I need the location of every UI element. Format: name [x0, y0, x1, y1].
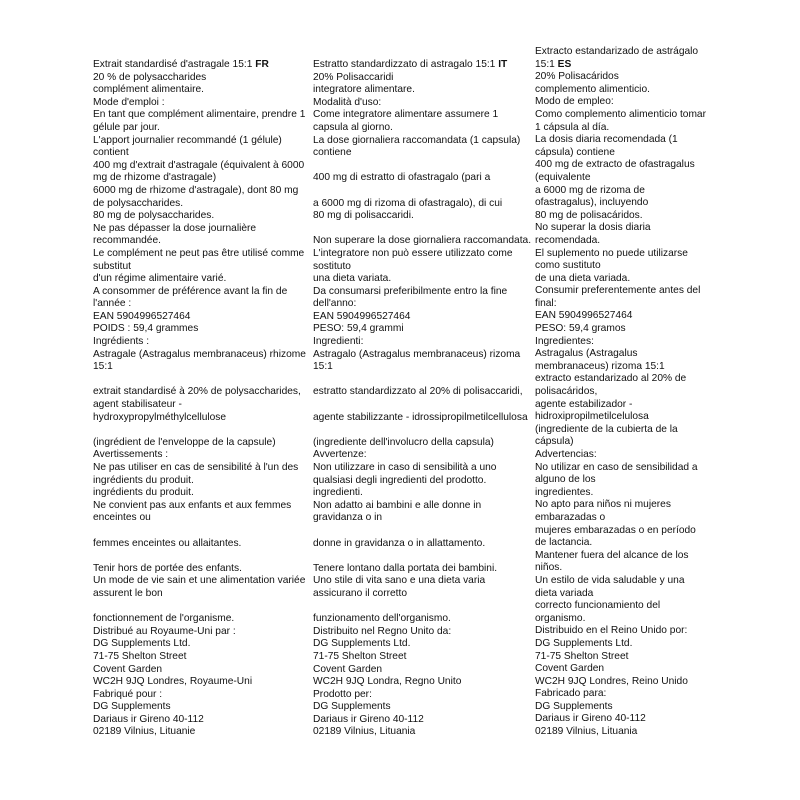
text-line-fr: [93, 601, 311, 614]
text-line-es: La dosis diaria recomendada (1 cápsula) contiene: [535, 134, 678, 158]
text-line-es: No apto para niños ni mujeres embarazadas o: [535, 499, 671, 523]
text-line-it: Distribuito nel Regno Unito da:: [313, 625, 452, 637]
text-lines-it: [313, 72, 533, 739]
text-line-es: WC2H 9JQ Londres, Reino Unido: [535, 675, 688, 687]
text-line-it: [313, 223, 533, 236]
text-line-it: 02189 Vilnius, Lituania: [313, 726, 416, 738]
text-line-it: DG Supplements Ltd.: [313, 638, 411, 650]
text-line-es: Modo de empleo:: [535, 96, 614, 108]
text-line-it: Dariaus ir Gireno 40-112: [313, 713, 424, 725]
text-line-it: Tenere lontano dalla portata dei bambini.: [313, 562, 498, 574]
text-line-fr: A consommer de préférence avant la fin de l'année :: [93, 285, 288, 310]
product-title-es: [535, 46, 707, 71]
text-line-es: ingredientes.: [535, 486, 594, 498]
text-lines-fr: [93, 72, 311, 739]
text-line-es: Como complemento alimenticio tomar 1 cápsula al día.: [535, 108, 706, 133]
text-line-es: Covent Garden: [535, 663, 605, 675]
text-line-es: de una dieta variada.: [535, 272, 631, 284]
text-line-fr: fonctionnement de l'organisme.: [93, 613, 235, 625]
text-line-fr: hydroxypropylméthylcellulose: [93, 411, 227, 423]
text-line-fr: Mode d'emploi :: [93, 96, 165, 108]
text-line-it: Astragalo (Astragalus membranaceus) rizoma 15:1: [313, 348, 521, 373]
text-line-es: 02189 Vilnius, Lituania: [535, 726, 638, 738]
text-line-es: Astragalus (Astragalus membranaceus) rizoma 15:1: [535, 348, 665, 372]
language-code-es: ES: [557, 58, 572, 70]
text-line-es: complemento alimenticio.: [535, 83, 650, 95]
text-line-it: Covent Garden: [313, 663, 383, 675]
text-line-it: DG Supplements: [313, 701, 391, 713]
text-line-es: No utilizar en caso de sensibilidad a alguno de los: [535, 461, 698, 486]
text-line-it: Uno stile di vita sano e una dieta varia assicurano il corretto: [313, 575, 486, 599]
text-line-fr: Ne pas utiliser en cas de sensibilité à l'un des ingrédients du produit.: [93, 462, 299, 486]
text-line-fr: 6000 mg de rhizome d'astragale), dont 80 mg de polysaccharides.: [93, 184, 299, 209]
text-line-fr: Ingrédients :: [93, 336, 150, 348]
text-line-it: Non adatto ai bambini e alle donne in gravidanza o in: [313, 499, 482, 524]
text-line-it: [313, 525, 533, 538]
text-line-fr: femmes enceintes ou allaitantes.: [93, 537, 242, 549]
text-line-it: [313, 185, 533, 198]
column-french: [93, 59, 311, 739]
text-line-fr: WC2H 9JQ Londres, Royaume-Uni: [93, 676, 253, 688]
text-line-fr: L'apport journalier recommandé (1 gélule) contient: [93, 134, 282, 159]
text-line-it: Modalità d'uso:: [313, 96, 382, 108]
text-line-it: Da consumarsi preferibilmente entro la fine dell'anno:: [313, 285, 508, 310]
text-line-fr: POIDS : 59,4 grammes: [93, 323, 199, 335]
text-line-it: [313, 374, 533, 387]
text-line-es: DG Supplements Ltd.: [535, 637, 633, 649]
text-line-fr: Ne convient pas aux enfants et aux femmes enceintes ou: [93, 499, 292, 524]
text-line-it: PESO: 59,4 grammi: [313, 323, 404, 335]
text-line-it: 80 mg di polisaccaridi.: [313, 210, 414, 222]
text-line-es: Advertencias:: [535, 449, 597, 460]
text-line-it: a 6000 mg di rizoma di ofastragalo), di cui: [313, 197, 503, 209]
text-line-fr: Tenir hors de portée des enfants.: [93, 562, 242, 574]
text-line-it: Come integratore alimentare assumere 1 capsula al giorno.: [313, 109, 499, 133]
text-line-es: Consumir preferentemente antes del final:: [535, 285, 701, 309]
text-line-fr: Astragale (Astragalus membranaceus) rhizome 15:1: [93, 348, 306, 373]
text-line-it: (ingrediente dell'involucro della capsula): [313, 436, 494, 448]
text-line-es: Distribuido en el Reino Unido por:: [535, 625, 688, 637]
text-line-es: Fabricado para:: [535, 688, 607, 700]
text-line-it: estratto standardizzato al 20% di polisaccaridi,: [313, 386, 523, 398]
text-line-fr: extrait standardisé à 20% de polysaccharides, agent stabilisateur -: [93, 386, 301, 411]
text-line-es: mujeres embarazadas o en período de lactancia.: [535, 524, 696, 549]
text-line-it: EAN 5904996527464: [313, 310, 411, 322]
text-line-es: extracto estandarizado al 20% de polisacáridos,: [535, 373, 687, 398]
text-line-it: Prodotto per:: [313, 688, 372, 700]
text-line-fr: En tant que complément alimentaire, prendre 1 gélule par jour.: [93, 109, 306, 133]
text-line-es: a 6000 mg de rizoma de ofastragalus), incluyendo: [535, 184, 649, 209]
text-line-fr: Avertissements :: [93, 449, 169, 461]
text-line-es: DG Supplements: [535, 700, 613, 712]
text-line-fr: [93, 525, 311, 538]
text-line-fr: 71-75 Shelton Street: [93, 650, 187, 662]
text-line-fr: Distribué au Royaume-Uni par :: [93, 625, 236, 637]
column-spanish: [535, 46, 707, 739]
language-code-it: IT: [498, 59, 508, 70]
text-line-it: [313, 424, 533, 437]
text-line-es: 400 mg de extracto de ofastragalus (equivalente: [535, 159, 695, 183]
text-line-es: No superar la dosis diaria recomendada.: [535, 222, 651, 246]
text-line-fr: ingrédients du produit.: [93, 487, 194, 499]
text-line-it: [313, 550, 533, 563]
text-line-es: Ingredientes:: [535, 335, 594, 347]
text-line-es: PESO: 59,4 gramos: [535, 323, 626, 335]
text-line-it: agente stabilizzante - idrossipropilmetilcellulosa: [313, 411, 528, 423]
text-line-it: [313, 399, 533, 412]
text-line-fr: complément alimentaire.: [93, 84, 204, 96]
text-line-fr: 20 % de polysaccharides: [93, 71, 207, 83]
text-line-es: 20% Polisacáridos: [535, 71, 619, 83]
text-line-it: WC2H 9JQ Londra, Regno Unito: [313, 676, 462, 688]
text-line-it: Avvertenze:: [313, 449, 367, 461]
product-title-fr: [93, 59, 311, 72]
text-line-fr: 400 mg d'extrait d'astragale (équivalent à 6000 mg de rhizome d'astragale): [93, 159, 305, 184]
text-line-it: donne in gravidanza o in allattamento.: [313, 537, 486, 549]
text-line-es: Dariaus ir Gireno 40-112: [535, 713, 646, 725]
product-title-it: [313, 59, 533, 72]
text-line-fr: 80 mg de polysaccharides.: [93, 210, 215, 222]
text-line-it: integratore alimentare.: [313, 84, 415, 96]
title-text-es: Extracto estandarizado de astrágalo 15:1: [535, 46, 699, 70]
text-line-fr: DG Supplements Ltd.: [93, 638, 191, 650]
text-line-it: [313, 601, 533, 614]
column-italian: [313, 59, 533, 739]
text-line-fr: [93, 550, 311, 563]
text-line-fr: 02189 Vilnius, Lituanie: [93, 726, 196, 738]
text-line-fr: [93, 374, 311, 387]
text-line-es: 80 mg de polisacáridos.: [535, 209, 643, 221]
text-line-es: agente estabilizador - hidroxipropilmetilcelulosa: [535, 398, 649, 423]
text-line-it: La dose giornaliera raccomandata (1 capsula) contiene: [313, 134, 521, 159]
text-line-fr: d'un régime alimentaire varié.: [93, 273, 227, 285]
text-line-fr: Dariaus ir Gireno 40-112: [93, 713, 204, 725]
text-line-es: correcto funcionamiento del organismo.: [535, 600, 661, 624]
text-line-es: Mantener fuera del alcance de los niños.: [535, 549, 689, 574]
text-line-it: [313, 160, 533, 173]
text-line-it: Ingredienti:: [313, 336, 364, 348]
title-text-it: Estratto standardizzato di astragalo 15:1: [313, 59, 496, 70]
text-line-it: Non superare la dose giornaliera raccomandata.: [313, 235, 532, 247]
text-line-fr: Fabriqué pour :: [93, 688, 163, 700]
text-line-es: 71-75 Shelton Street: [535, 650, 629, 662]
text-line-es: (ingrediente de la cubierta de la cápsula): [535, 423, 678, 448]
text-line-it: funzionamento dell'organismo.: [313, 613, 451, 625]
text-line-fr: Un mode de vie sain et une alimentation variée assurent le bon: [93, 575, 306, 599]
text-line-fr: DG Supplements: [93, 701, 171, 713]
text-line-it: una dieta variata.: [313, 273, 392, 285]
text-line-it: L'integratore non può essere utilizzato come sostituto: [313, 247, 513, 272]
language-code-fr: FR: [255, 59, 269, 70]
text-line-fr: [93, 424, 311, 437]
text-line-it: 71-75 Shelton Street: [313, 650, 407, 662]
text-line-es: Un estilo de vida saludable y una dieta variada: [535, 574, 685, 599]
text-line-it: Non utilizzare in caso di sensibilità a uno qualsiasi degli ingredienti del prodotto.: [313, 462, 497, 486]
text-lines-es: [535, 71, 707, 738]
text-line-it: 400 mg di estratto di ofastragalo (pari a: [313, 172, 491, 184]
text-line-it: 20% Polisaccaridi: [313, 71, 394, 83]
title-text-fr: Extrait standardisé d'astragale 15:1: [93, 59, 253, 70]
text-line-fr: EAN 5904996527464: [93, 310, 191, 322]
text-line-es: EAN 5904996527464: [535, 310, 633, 322]
text-line-it: ingredienti.: [313, 487, 363, 499]
text-line-fr: Le complément ne peut pas être utilisé comme substitut: [93, 247, 305, 272]
text-line-fr: (ingrédient de l'enveloppe de la capsule): [93, 436, 276, 448]
text-line-fr: Ne pas dépasser la dose journalière recommandée.: [93, 222, 257, 247]
text-line-es: El suplemento no puede utilizarse como sustituto: [535, 247, 688, 272]
text-line-fr: Covent Garden: [93, 663, 163, 675]
